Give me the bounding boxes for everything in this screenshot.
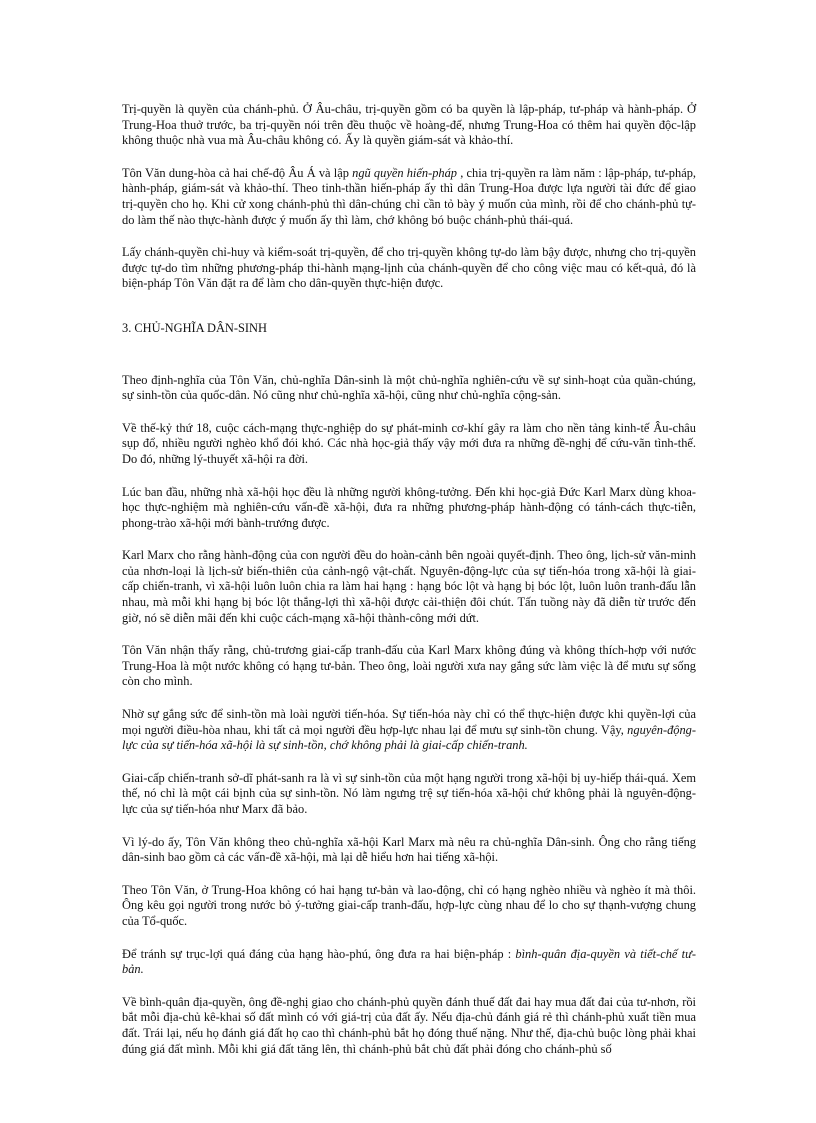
text-run: Để tránh sự trục-lợi quá đáng của hạng hào-phú, ông đưa ra hai biện-pháp : xyxy=(122,946,516,961)
italic-measures: bình-quân địa-quyền và tiết-chế tư-bản. xyxy=(122,946,696,977)
text-run: Nhờ sự gắng sức để sinh-tồn mà loài người tiến-hóa. Sự tiến-hóa này chỉ có thể thực-hiện được khi quyền-lợi của mọi người điều-hòa nhau, khi tất cả mọi người đều hợp-lực nhau lại để mưu sự sinh-tồn chung. Vậy, xyxy=(122,707,696,737)
paragraph-giai-cap: Giai-cấp chiến-tranh sở-dĩ phát-sanh ra là vì sự sinh-tồn của một hạng người trong xã-hội bị uy-hiếp thái-quá. Xem thế, nó chỉ là một cái bịnh của sự sinh-tồn. Nó làm ngưng trệ sự tiến-hóa xã-hội chứ không phải là nguyên-động-lực của sự tiến-hóa như Marx đã bảo. xyxy=(122,770,696,816)
paragraph-the-ky-18: Về thế-kỷ thứ 18, cuộc cách-mạng thực-nghiệp do sự phát-minh cơ-khí gây ra làm cho nền tảng kinh-tế Âu-châu sụp đổ, nhiều người nghèo khổ đói khó. Các nhà học-giả thấy vậy mới đưa ra những đề-nghị để cứu-vãn tình-thế. Do đó, những lý-thuyết xã-hội ra đời. xyxy=(122,420,696,466)
paragraph-dinh-nghia: Theo định-nghĩa của Tôn Văn, chủ-nghĩa Dân-sinh là một chủ-nghĩa nghiên-cứu về sự sinh-hoạt của quần-chúng, sự sinh-tồn của quốc-dân. Nó cũng như chủ-nghĩa xã-hội, cũng như chủ-nghĩa cộng-sản. xyxy=(122,372,696,403)
paragraph-chanh-quyen: Lấy chánh-quyền chỉ-huy và kiểm-soát trị-quyền, để cho trị-quyền không tự-do làm bậy được, nhưng cho trị-quyền được tự-do tìm những phương-pháp thi-hành mạng-lịnh của chánh-quyền để cho công việc mau có kết-quả, đó là biện-pháp Tôn Văn đặt ra để làm cho dân-quyền thực-hiện được. xyxy=(122,245,696,291)
italic-statement: nguyên-động-lực của sự tiến-hóa xã-hội là sự sinh-tồn, chớ không phải là giai-cấp chiến-tranh. xyxy=(122,722,696,753)
paragraph-tri-quyen: Trị-quyền là quyền của chánh-phủ. Ở Âu-châu, trị-quyền gồm có ba quyền là lập-pháp, tư-pháp và hành-pháp. Ở Trung-Hoa thuở trước, ba trị-quyền nói trên đều thuộc về hoàng-đế, nhưng Trung-Hoa có thêm hai quyền độc-lập không thuộc nhà vua mà Âu-châu không có. Ấy là quyền giám-sát và khảo-thí. xyxy=(122,102,696,148)
italic-term: ngũ quyền hiến-pháp xyxy=(352,165,457,180)
paragraph-karl-marx: Karl Marx cho rằng hành-động của con người đều do hoàn-cảnh bên ngoài quyết-định. Theo ông, lịch-sử văn-minh của nhơn-loại là lịch-sử biến-thiên của cảnh-ngộ vật-chất. Nguyên-động-lực của sự tiến-hóa trong xã-hội là giai-cấp chiến-tranh, vì xã-hội luôn luôn chia ra làm hai hạng : hạng bóc lột và hạng bị bóc lột, luôn luôn tranh-đấu lẫn nhau, mà mỗi khi hạng bị bóc lột thắng-lợi thì xã-hội được cải-thiện đôi chút. Tấn tuồng này đã diễn từ trước đến giờ, nó sẽ diễn mãi đến khi cuộc cách-mạng xã-hội thành-công mới dứt. xyxy=(122,548,696,625)
paragraph-ton-van-nhan-thay: Tôn Văn nhận thấy rằng, chủ-trương giai-cấp tranh-đấu của Karl Marx không đúng và không thích-hợp với nước Trung-Hoa là một nước không có hạng tư-bản. Theo ông, loài người xưa nay gắng sức làm việc là để mưu sự sống còn cho mình. xyxy=(122,643,696,689)
paragraph-ly-do: Vì lý-do ấy, Tôn Văn không theo chủ-nghĩa xã-hội Karl Marx mà nêu ra chủ-nghĩa Dân-sinh. Ông cho rằng tiếng dân-sinh bao gồm cả các vấn-đề xã-hội, mà lại dễ hiểu hơn hai tiếng xã-hội. xyxy=(122,834,696,865)
document-page xyxy=(122,102,696,1074)
paragraph-trung-hoa: Theo Tôn Văn, ở Trung-Hoa không có hai hạng tư-bản và lao-động, chỉ có hạng nghèo nhiều và nghèo ít mà thôi. Ông kêu gọi người trong nước bỏ ý-tưởng giai-cấp tranh-đấu, hợp-lực cùng nhau để lo cho sự thạnh-vượng chung của Tổ-quốc. xyxy=(122,882,696,928)
paragraph-ban-dau: Lúc ban đầu, những nhà xã-hội học đều là những người không-tưởng. Đến khi học-giả Đức Karl Marx dùng khoa-học thực-nghiệm mà nghiên-cứu vấn-đề xã-hội, đưa ra những phương-pháp hành-động có tánh-cách thực-tiễn, phong-trào xã-hội mới bành-trướng được. xyxy=(122,484,696,530)
text-run: , chia trị-quyền ra làm năm : lập-pháp, tư-pháp, hành-pháp, giám-sát và khảo-thí. Theo tinh-thần hiến-pháp ấy thì dân Trung-Hoa được lựa người tài đức để giao trị-quyền cho họ. Khi cử xong chánh-phủ thì dân-chúng chỉ cần tỏ bày ý muốn của mình, rồi để cho chánh-phủ tự-do làm thế nào thực-hành được ý muốn ấy thì làm, chớ không bó buộc chánh-phủ thái-quá. xyxy=(122,165,696,227)
text-run: Tôn Văn dung-hòa cả hai chế-độ Âu Á và lập xyxy=(122,165,353,180)
paragraph-bien-phap xyxy=(122,947,696,978)
section-heading: 3. CHỦ-NGHĨA DÂN-SINH xyxy=(122,320,267,335)
paragraph-sinh-ton xyxy=(122,707,696,754)
paragraph-ngu-quyen xyxy=(122,166,696,228)
paragraph-binh-quan-dia-quyen: Về bình-quân địa-quyền, ông đề-nghị giao cho chánh-phủ quyền đánh thuế đất đai hay mua đất đai của tư-nhơn, rồi bắt mỗi địa-chủ kê-khai số đất mình có với giá-trị của đất ấy. Nếu địa-chủ đánh giá rẻ thì chánh-phủ xuất tiền mua đất. Trái lại, nếu họ đánh giá đất họ cao thì chánh-phủ bắt họ đóng thuế nặng. Như thế, địa-chủ buộc lòng phải khai đúng giá đất mình. Mỗi khi giá đất tăng lên, thì chánh-phủ bắt chủ đất phải đóng cho chánh-phủ số xyxy=(122,994,696,1056)
